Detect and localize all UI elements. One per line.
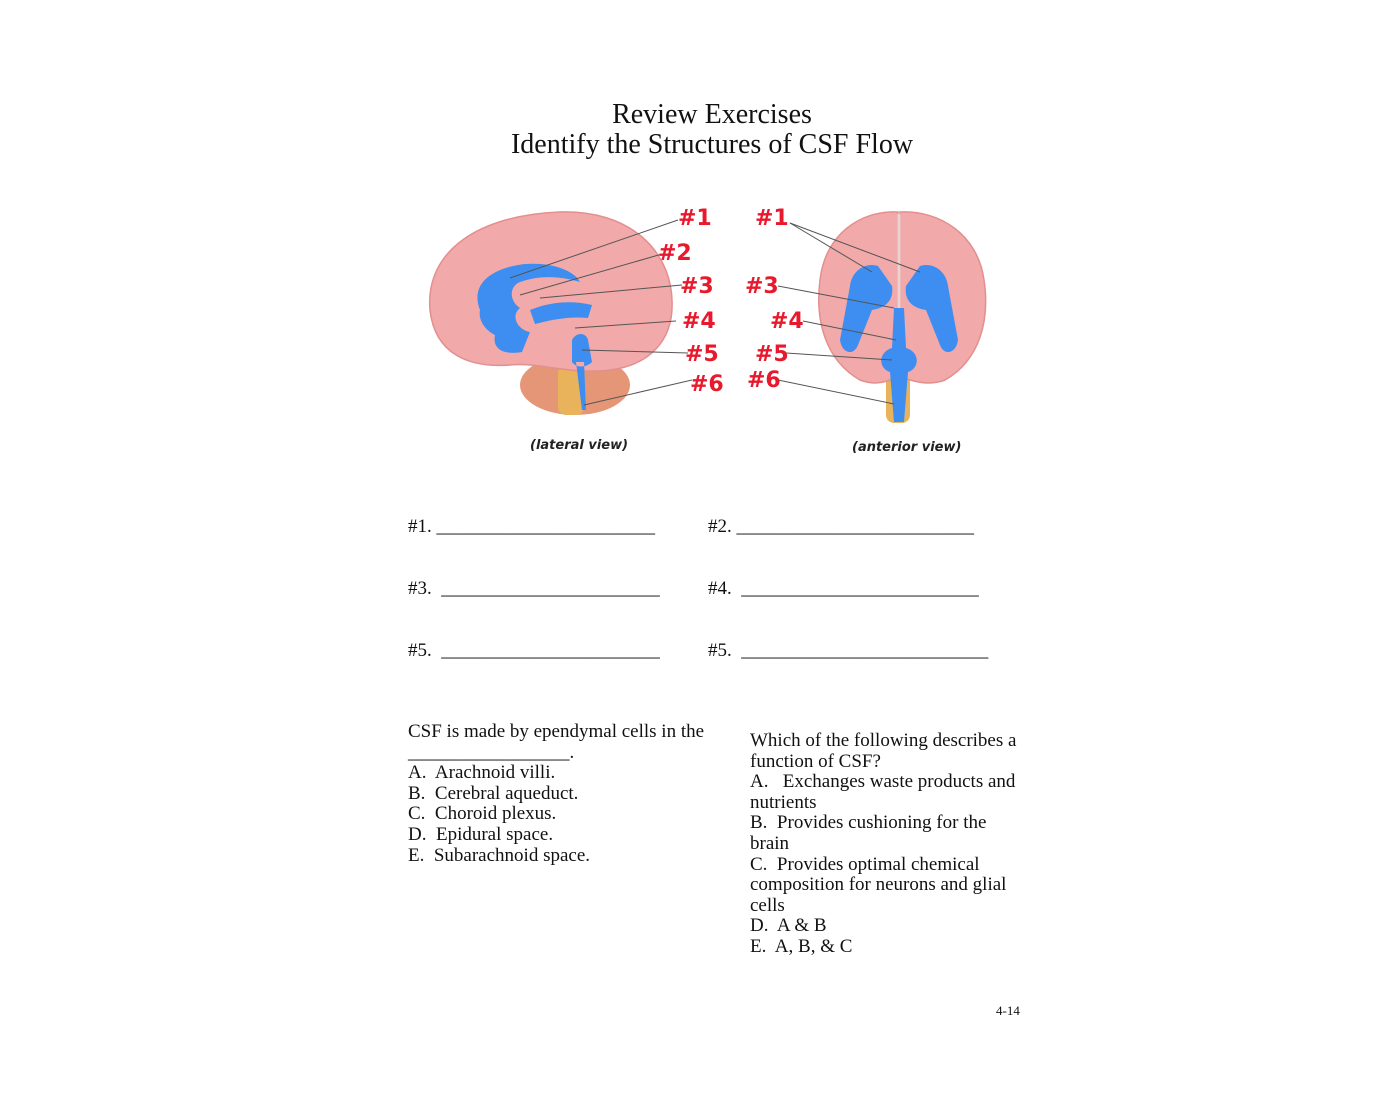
anterior-callout-4: #4 [770, 309, 804, 334]
lateral-callout-1: #1 [678, 206, 712, 231]
option-c[interactable]: C. Provides optimal chemical composition for neurons and glial cells [750, 853, 1012, 916]
csf-ventricle-figure [400, 190, 1040, 470]
lateral-callout-6: #6 [690, 372, 724, 397]
lateral-cerebrum [430, 212, 672, 371]
question-csf-production [408, 722, 718, 866]
page-number: 4-14 [996, 1003, 1020, 1018]
lateral-callout-5: #5 [685, 342, 719, 367]
lateral-view-caption: (lateral view) [530, 438, 629, 453]
title-line-2: Identify the Structures of CSF Flow [510, 129, 914, 160]
option-b[interactable]: B. Cerebral aqueduct. [408, 782, 579, 804]
anterior-callout-5: #5 [755, 342, 789, 367]
anterior-callouts [745, 206, 804, 393]
answer-blank-3[interactable]: #3. _______________________ [408, 578, 660, 599]
question-stem: CSF is made by ependymal cells in the _________________. [408, 721, 709, 763]
question-stem: Which of the following describes a function of CSF? [750, 730, 1022, 772]
option-b[interactable]: B. Provides cushioning for the brain [750, 812, 992, 854]
question-csf-function [750, 731, 1022, 958]
answer-blank-2[interactable]: #2. _________________________ [708, 516, 974, 537]
anterior-callout-3: #3 [745, 274, 779, 299]
option-a[interactable]: A. Exchanges waste products and nutrients [750, 771, 1021, 813]
option-e[interactable]: E. Subarachnoid space. [408, 844, 591, 866]
anterior-callout-1: #1 [755, 206, 789, 231]
answer-blank-4[interactable]: #4. _________________________ [708, 578, 979, 599]
answer-blank-5b[interactable]: #5. __________________________ [708, 640, 989, 661]
lateral-callout-2: #2 [658, 241, 692, 266]
lateral-callout-3: #3 [680, 274, 714, 299]
anterior-brain-illustration [778, 212, 986, 423]
anterior-callout-6: #6 [747, 368, 781, 393]
option-d[interactable]: D. Epidural space. [408, 823, 554, 845]
anterior-view-caption: (anterior view) [852, 440, 962, 455]
option-a[interactable]: A. Arachnoid villi. [408, 762, 556, 784]
option-e[interactable]: E. A, B, & C [750, 935, 853, 957]
title-line-1: Review Exercises [612, 99, 812, 130]
option-d[interactable]: D. A & B [750, 915, 827, 937]
answer-blank-5a[interactable]: #5. _______________________ [408, 640, 660, 661]
lateral-callout-4: #4 [682, 309, 716, 334]
lateral-brain-illustration [430, 212, 692, 415]
option-c[interactable]: C. Choroid plexus. [408, 803, 557, 825]
answer-blank-1[interactable]: #1. _______________________ [408, 516, 655, 537]
